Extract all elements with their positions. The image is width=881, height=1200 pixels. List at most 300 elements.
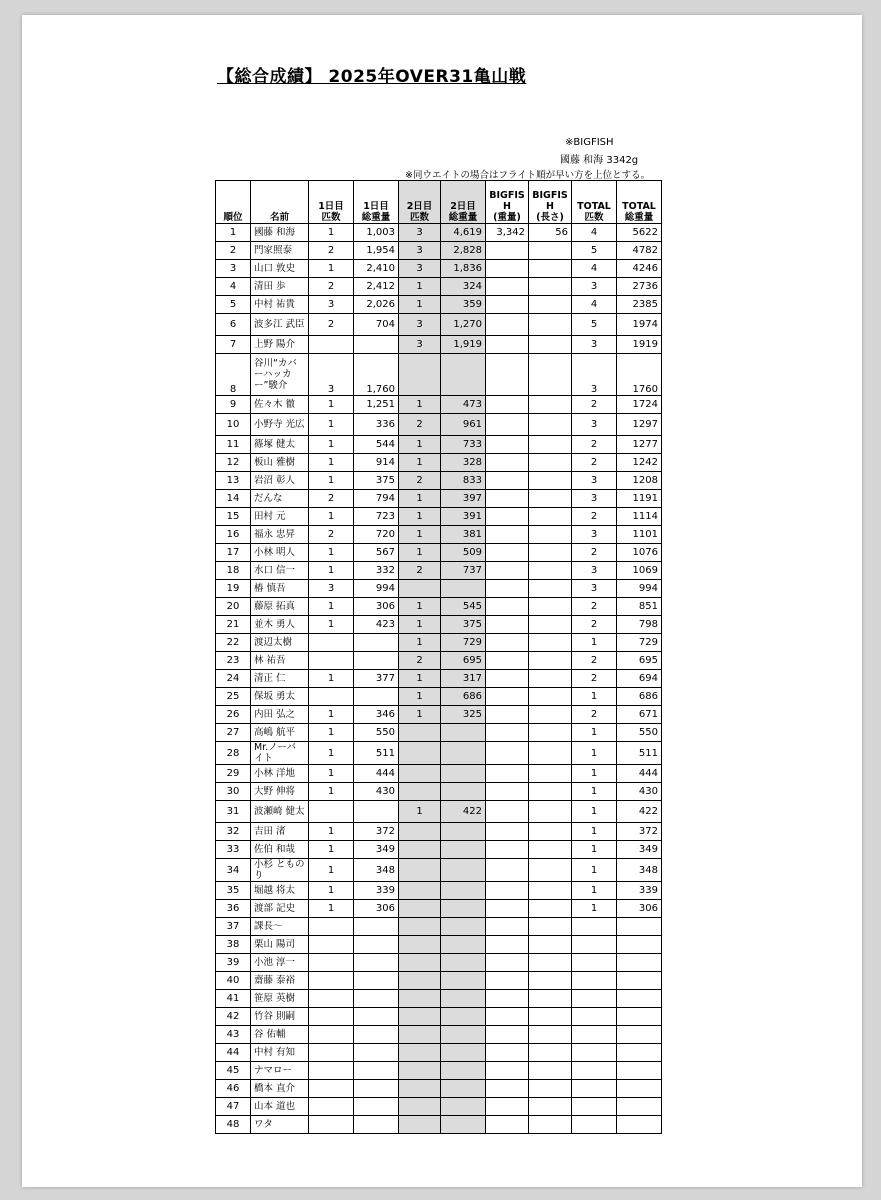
cell-name: 田村 元 xyxy=(251,508,309,526)
cell-day2-weight xyxy=(441,954,486,972)
cell-total-weight: 422 xyxy=(617,801,662,823)
cell-name: 國藤 和海 xyxy=(251,224,309,242)
cell-bigfish-length xyxy=(529,336,572,354)
cell-rank: 14 xyxy=(216,490,251,508)
cell-total-weight xyxy=(617,1008,662,1026)
cell-bigfish-weight xyxy=(486,242,529,260)
cell-name: 林 祐吾 xyxy=(251,652,309,670)
cell-total-weight: 686 xyxy=(617,688,662,706)
cell-bigfish-weight xyxy=(486,670,529,688)
table-row xyxy=(216,260,662,278)
cell-day1-weight: 423 xyxy=(354,616,399,634)
cell-bigfish-weight xyxy=(486,765,529,783)
cell-total-weight: 372 xyxy=(617,823,662,841)
cell-rank: 19 xyxy=(216,580,251,598)
cell-day2-count: 3 xyxy=(399,336,441,354)
cell-bigfish-weight xyxy=(486,882,529,900)
cell-day2-weight xyxy=(441,918,486,936)
cell-rank: 34 xyxy=(216,859,251,882)
cell-day2-count xyxy=(399,859,441,882)
cell-name: ワタ xyxy=(251,1116,309,1134)
cell-total-weight: 1277 xyxy=(617,436,662,454)
cell-total-weight: 1101 xyxy=(617,526,662,544)
cell-bigfish-length xyxy=(529,472,572,490)
cell-bigfish-length xyxy=(529,1026,572,1044)
cell-total-count: 1 xyxy=(572,783,617,801)
cell-day1-weight xyxy=(354,1008,399,1026)
cell-bigfish-weight xyxy=(486,454,529,472)
table-row xyxy=(216,706,662,724)
cell-day1-count: 2 xyxy=(309,242,354,260)
cell-total-count: 5 xyxy=(572,314,617,336)
cell-bigfish-weight xyxy=(486,396,529,414)
cell-total-weight: 1297 xyxy=(617,414,662,436)
cell-rank: 45 xyxy=(216,1062,251,1080)
cell-total-weight: 1919 xyxy=(617,336,662,354)
cell-name: 大野 伸将 xyxy=(251,783,309,801)
cell-day1-count: 1 xyxy=(309,396,354,414)
cell-day2-weight xyxy=(441,972,486,990)
table-row xyxy=(216,652,662,670)
cell-name: 波瀬崎 健太 xyxy=(251,801,309,823)
cell-day1-count: 1 xyxy=(309,724,354,742)
cell-bigfish-weight xyxy=(486,436,529,454)
cell-name: Mr.ノーバイト xyxy=(251,742,309,765)
cell-total-weight: 1208 xyxy=(617,472,662,490)
cell-bigfish-length xyxy=(529,742,572,765)
cell-total-weight: 4246 xyxy=(617,260,662,278)
cell-day2-weight xyxy=(441,1044,486,1062)
table-row xyxy=(216,1116,662,1134)
cell-bigfish-length xyxy=(529,562,572,580)
cell-name: 板山 雅樹 xyxy=(251,454,309,472)
cell-total-count: 4 xyxy=(572,260,617,278)
table-row xyxy=(216,954,662,972)
cell-name: 中村 有知 xyxy=(251,1044,309,1062)
cell-total-count: 2 xyxy=(572,670,617,688)
cell-bigfish-weight xyxy=(486,634,529,652)
cell-total-count: 3 xyxy=(572,278,617,296)
cell-day1-weight: 567 xyxy=(354,544,399,562)
cell-day1-weight: 346 xyxy=(354,706,399,724)
cell-total-count: 1 xyxy=(572,634,617,652)
cell-day2-weight: 729 xyxy=(441,634,486,652)
cell-total-count: 2 xyxy=(572,706,617,724)
cell-day2-count xyxy=(399,765,441,783)
cell-name: 堀越 将太 xyxy=(251,882,309,900)
cell-day1-count: 1 xyxy=(309,706,354,724)
cell-bigfish-weight xyxy=(486,580,529,598)
cell-rank: 46 xyxy=(216,1080,251,1098)
cell-total-count: 3 xyxy=(572,472,617,490)
cell-total-count: 3 xyxy=(572,354,617,396)
cell-bigfish-length xyxy=(529,918,572,936)
cell-day2-weight xyxy=(441,990,486,1008)
table-row xyxy=(216,296,662,314)
cell-day1-count: 1 xyxy=(309,823,354,841)
cell-day2-weight: 1,836 xyxy=(441,260,486,278)
table-row xyxy=(216,900,662,918)
cell-bigfish-weight xyxy=(486,859,529,882)
cell-bigfish-weight xyxy=(486,314,529,336)
cell-name: 水口 信一 xyxy=(251,562,309,580)
cell-total-weight xyxy=(617,936,662,954)
cell-total-count: 3 xyxy=(572,580,617,598)
cell-day2-weight: 381 xyxy=(441,526,486,544)
cell-name: 上野 陽介 xyxy=(251,336,309,354)
table-row xyxy=(216,688,662,706)
cell-total-count: 3 xyxy=(572,490,617,508)
cell-bigfish-weight xyxy=(486,972,529,990)
cell-bigfish-weight xyxy=(486,562,529,580)
cell-day2-count: 3 xyxy=(399,260,441,278)
column-header-total-count: TOTAL 匹数 xyxy=(572,181,617,224)
cell-day1-count: 1 xyxy=(309,224,354,242)
cell-day2-weight xyxy=(441,841,486,859)
cell-day1-count xyxy=(309,1044,354,1062)
cell-day1-count: 1 xyxy=(309,616,354,634)
table-row xyxy=(216,616,662,634)
cell-day1-weight: 444 xyxy=(354,765,399,783)
cell-day2-weight xyxy=(441,1008,486,1026)
cell-day1-count: 1 xyxy=(309,841,354,859)
column-header-day2-count: 2日目 匹数 xyxy=(399,181,441,224)
cell-name: 内田 弘之 xyxy=(251,706,309,724)
cell-bigfish-weight xyxy=(486,260,529,278)
cell-day1-weight: 306 xyxy=(354,598,399,616)
cell-day1-weight: 550 xyxy=(354,724,399,742)
cell-rank: 18 xyxy=(216,562,251,580)
cell-day2-count: 3 xyxy=(399,242,441,260)
cell-rank: 44 xyxy=(216,1044,251,1062)
cell-day2-weight: 733 xyxy=(441,436,486,454)
cell-bigfish-length xyxy=(529,783,572,801)
cell-day2-count: 1 xyxy=(399,490,441,508)
cell-name: 谷 佑輔 xyxy=(251,1026,309,1044)
cell-day2-count: 1 xyxy=(399,544,441,562)
cell-total-count xyxy=(572,990,617,1008)
table-row xyxy=(216,354,662,396)
cell-total-count: 1 xyxy=(572,900,617,918)
cell-rank: 1 xyxy=(216,224,251,242)
cell-name: 並木 勇人 xyxy=(251,616,309,634)
column-header-bigfish-weight: BIGFIS H (重量) xyxy=(486,181,529,224)
cell-day2-count xyxy=(399,1116,441,1134)
cell-day2-count: 2 xyxy=(399,472,441,490)
cell-name: 清田 歩 xyxy=(251,278,309,296)
cell-day1-count: 1 xyxy=(309,436,354,454)
cell-total-count xyxy=(572,936,617,954)
cell-total-weight: 444 xyxy=(617,765,662,783)
cell-name: 小野寺 光広 xyxy=(251,414,309,436)
cell-bigfish-length xyxy=(529,1008,572,1026)
cell-day1-weight: 723 xyxy=(354,508,399,526)
table-row xyxy=(216,1026,662,1044)
cell-name: 山口 敦史 xyxy=(251,260,309,278)
cell-day1-count: 1 xyxy=(309,472,354,490)
cell-total-count xyxy=(572,972,617,990)
cell-day1-count: 2 xyxy=(309,278,354,296)
cell-name: 課長～ xyxy=(251,918,309,936)
cell-day2-count: 3 xyxy=(399,224,441,242)
cell-bigfish-weight: 3,342 xyxy=(486,224,529,242)
cell-rank: 38 xyxy=(216,936,251,954)
cell-day2-weight: 473 xyxy=(441,396,486,414)
cell-day2-count: 1 xyxy=(399,634,441,652)
cell-day1-weight: 2,412 xyxy=(354,278,399,296)
cell-bigfish-weight xyxy=(486,278,529,296)
cell-bigfish-weight xyxy=(486,706,529,724)
cell-day1-count xyxy=(309,990,354,1008)
table-row xyxy=(216,670,662,688)
cell-day1-weight: 306 xyxy=(354,900,399,918)
cell-total-count xyxy=(572,918,617,936)
cell-bigfish-length xyxy=(529,823,572,841)
cell-day1-weight: 336 xyxy=(354,414,399,436)
cell-rank: 9 xyxy=(216,396,251,414)
cell-name: 佐伯 和哉 xyxy=(251,841,309,859)
cell-bigfish-weight xyxy=(486,742,529,765)
cell-rank: 32 xyxy=(216,823,251,841)
cell-bigfish-weight xyxy=(486,1116,529,1134)
cell-day2-weight xyxy=(441,742,486,765)
cell-bigfish-length xyxy=(529,724,572,742)
tiebreak-note: ※同ウエイトの場合はフライト順が早い方を上位とする。 xyxy=(405,170,651,181)
cell-day2-weight xyxy=(441,1062,486,1080)
cell-total-weight xyxy=(617,1098,662,1116)
cell-total-weight: 306 xyxy=(617,900,662,918)
cell-day1-count xyxy=(309,801,354,823)
cell-total-count: 2 xyxy=(572,544,617,562)
cell-name: 小池 淳一 xyxy=(251,954,309,972)
cell-bigfish-length xyxy=(529,670,572,688)
cell-day2-weight: 317 xyxy=(441,670,486,688)
cell-rank: 48 xyxy=(216,1116,251,1134)
cell-total-weight: 2385 xyxy=(617,296,662,314)
cell-total-count: 3 xyxy=(572,414,617,436)
cell-name: 岩沼 彰人 xyxy=(251,472,309,490)
cell-day1-count: 1 xyxy=(309,260,354,278)
cell-day2-weight: 375 xyxy=(441,616,486,634)
cell-bigfish-weight xyxy=(486,336,529,354)
cell-name: 栗山 陽司 xyxy=(251,936,309,954)
cell-rank: 36 xyxy=(216,900,251,918)
cell-bigfish-length xyxy=(529,616,572,634)
cell-day2-weight xyxy=(441,1080,486,1098)
cell-day1-count: 1 xyxy=(309,670,354,688)
cell-day2-weight: 328 xyxy=(441,454,486,472)
cell-name: 山本 道也 xyxy=(251,1098,309,1116)
cell-bigfish-length xyxy=(529,900,572,918)
table-row xyxy=(216,490,662,508)
cell-name: 椿 慎吾 xyxy=(251,580,309,598)
cell-total-count xyxy=(572,954,617,972)
cell-day1-weight: 372 xyxy=(354,823,399,841)
cell-total-count: 2 xyxy=(572,598,617,616)
cell-day1-count: 1 xyxy=(309,882,354,900)
cell-day2-weight: 1,919 xyxy=(441,336,486,354)
cell-total-weight xyxy=(617,1026,662,1044)
cell-day1-count: 1 xyxy=(309,414,354,436)
cell-bigfish-weight xyxy=(486,801,529,823)
cell-name: 笹原 英樹 xyxy=(251,990,309,1008)
cell-day2-weight xyxy=(441,859,486,882)
cell-name: 門家照泰 xyxy=(251,242,309,260)
cell-day1-count xyxy=(309,652,354,670)
cell-day1-count xyxy=(309,936,354,954)
cell-day1-weight xyxy=(354,1062,399,1080)
cell-bigfish-length xyxy=(529,354,572,396)
cell-day1-count xyxy=(309,1062,354,1080)
cell-total-weight xyxy=(617,990,662,1008)
cell-bigfish-weight xyxy=(486,1008,529,1026)
cell-total-weight: 4782 xyxy=(617,242,662,260)
cell-day2-weight xyxy=(441,882,486,900)
cell-total-weight: 1974 xyxy=(617,314,662,336)
cell-total-count: 2 xyxy=(572,652,617,670)
cell-total-count: 3 xyxy=(572,562,617,580)
cell-day2-weight: 695 xyxy=(441,652,486,670)
table-row xyxy=(216,1080,662,1098)
cell-day1-weight: 430 xyxy=(354,783,399,801)
cell-total-weight: 511 xyxy=(617,742,662,765)
cell-day2-weight: 391 xyxy=(441,508,486,526)
cell-day2-count xyxy=(399,580,441,598)
cell-day2-count xyxy=(399,742,441,765)
cell-name: 佐々木 徹 xyxy=(251,396,309,414)
table-row xyxy=(216,823,662,841)
cell-rank: 31 xyxy=(216,801,251,823)
cell-day1-weight: 720 xyxy=(354,526,399,544)
table-row xyxy=(216,526,662,544)
cell-day1-weight: 2,410 xyxy=(354,260,399,278)
cell-day2-count: 1 xyxy=(399,508,441,526)
cell-bigfish-weight xyxy=(486,508,529,526)
cell-day2-count: 1 xyxy=(399,278,441,296)
cell-bigfish-weight xyxy=(486,354,529,396)
cell-rank: 12 xyxy=(216,454,251,472)
cell-day1-count xyxy=(309,634,354,652)
cell-day2-weight xyxy=(441,580,486,598)
cell-total-weight xyxy=(617,1062,662,1080)
cell-day1-weight: 348 xyxy=(354,859,399,882)
cell-bigfish-length xyxy=(529,841,572,859)
cell-rank: 21 xyxy=(216,616,251,634)
cell-name: 小林 洋地 xyxy=(251,765,309,783)
cell-total-weight: 729 xyxy=(617,634,662,652)
bigfish-label: ※BIGFISH xyxy=(565,137,614,148)
cell-rank: 13 xyxy=(216,472,251,490)
cell-bigfish-length xyxy=(529,1098,572,1116)
cell-rank: 39 xyxy=(216,954,251,972)
cell-total-count: 1 xyxy=(572,801,617,823)
cell-bigfish-weight xyxy=(486,900,529,918)
cell-day1-weight xyxy=(354,954,399,972)
table-row xyxy=(216,724,662,742)
cell-total-weight: 550 xyxy=(617,724,662,742)
table-row xyxy=(216,1098,662,1116)
cell-day1-weight: 544 xyxy=(354,436,399,454)
cell-bigfish-length xyxy=(529,972,572,990)
cell-day1-weight xyxy=(354,652,399,670)
cell-total-weight: 1191 xyxy=(617,490,662,508)
cell-day2-count xyxy=(399,823,441,841)
cell-day2-count: 2 xyxy=(399,414,441,436)
table-row xyxy=(216,841,662,859)
document-title: 【総合成績】 2025年OVER31亀山戦 xyxy=(217,67,527,87)
cell-total-count: 4 xyxy=(572,296,617,314)
cell-rank: 7 xyxy=(216,336,251,354)
cell-bigfish-length xyxy=(529,688,572,706)
cell-day2-count xyxy=(399,954,441,972)
cell-day2-count: 1 xyxy=(399,616,441,634)
cell-rank: 37 xyxy=(216,918,251,936)
column-header-total-weight: TOTAL 総重量 xyxy=(617,181,662,224)
table-row xyxy=(216,598,662,616)
cell-day2-weight: 686 xyxy=(441,688,486,706)
cell-bigfish-length xyxy=(529,882,572,900)
table-row xyxy=(216,224,662,242)
cell-day1-count: 1 xyxy=(309,742,354,765)
cell-total-weight xyxy=(617,918,662,936)
cell-day2-count: 1 xyxy=(399,801,441,823)
cell-bigfish-weight xyxy=(486,841,529,859)
cell-bigfish-length xyxy=(529,1116,572,1134)
cell-day2-count xyxy=(399,354,441,396)
cell-bigfish-length xyxy=(529,634,572,652)
cell-total-weight: 1076 xyxy=(617,544,662,562)
cell-rank: 26 xyxy=(216,706,251,724)
cell-day2-weight: 737 xyxy=(441,562,486,580)
cell-rank: 25 xyxy=(216,688,251,706)
cell-total-count: 1 xyxy=(572,859,617,882)
cell-day2-weight: 961 xyxy=(441,414,486,436)
cell-day1-weight: 1,760 xyxy=(354,354,399,396)
cell-bigfish-length xyxy=(529,396,572,414)
cell-rank: 41 xyxy=(216,990,251,1008)
cell-day1-count: 1 xyxy=(309,783,354,801)
cell-rank: 3 xyxy=(216,260,251,278)
cell-day2-count xyxy=(399,900,441,918)
cell-total-count: 2 xyxy=(572,616,617,634)
cell-day2-count xyxy=(399,1098,441,1116)
column-header-rank: 順位 xyxy=(216,181,251,224)
cell-day1-weight: 2,026 xyxy=(354,296,399,314)
cell-name: 竹谷 則嗣 xyxy=(251,1008,309,1026)
cell-rank: 47 xyxy=(216,1098,251,1116)
table-row xyxy=(216,1044,662,1062)
cell-total-count: 1 xyxy=(572,765,617,783)
cell-bigfish-length xyxy=(529,1080,572,1098)
table-row xyxy=(216,990,662,1008)
cell-rank: 29 xyxy=(216,765,251,783)
cell-bigfish-length xyxy=(529,706,572,724)
cell-total-weight: 671 xyxy=(617,706,662,724)
table-row xyxy=(216,783,662,801)
cell-day2-count: 1 xyxy=(399,526,441,544)
table-row xyxy=(216,882,662,900)
cell-rank: 2 xyxy=(216,242,251,260)
cell-total-count xyxy=(572,1098,617,1116)
cell-bigfish-length xyxy=(529,296,572,314)
cell-rank: 35 xyxy=(216,882,251,900)
cell-bigfish-length xyxy=(529,490,572,508)
cell-rank: 20 xyxy=(216,598,251,616)
cell-bigfish-weight xyxy=(486,783,529,801)
cell-rank: 10 xyxy=(216,414,251,436)
table-row xyxy=(216,918,662,936)
cell-bigfish-length xyxy=(529,598,572,616)
